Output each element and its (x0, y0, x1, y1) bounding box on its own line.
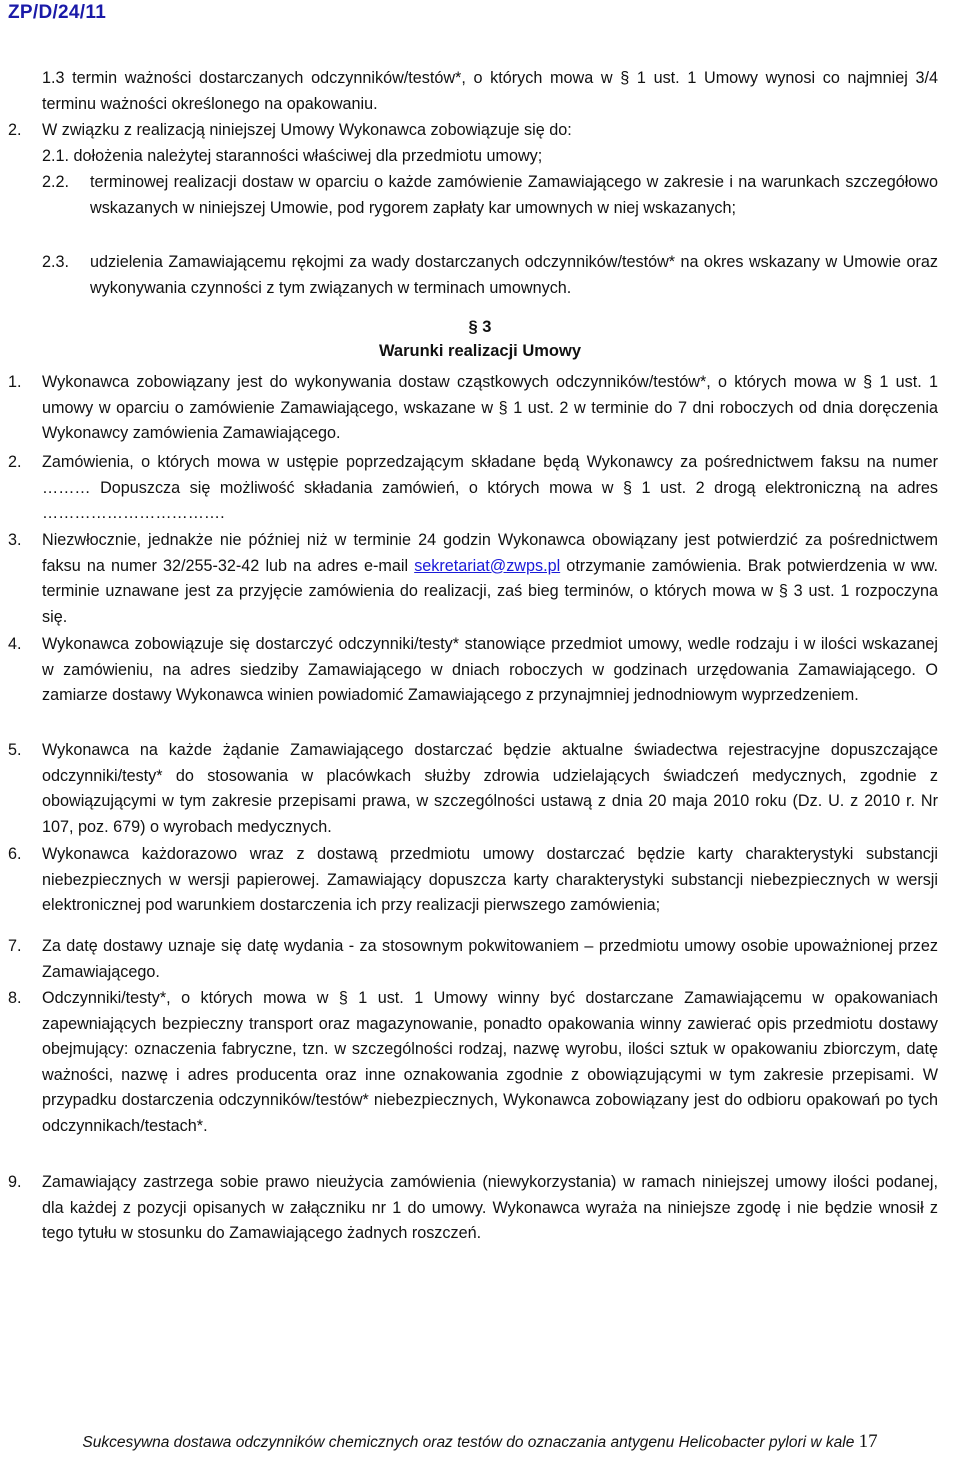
item-9-text: Zamawiający zastrzega sobie prawo nieużycia zamówienia (niewykorzystania) w ramach niniejszej umowy ilości podanej, dla każdej z pozycji opisanych w załączniku nr 1 do umowy. Wykonawca wyraża na niniejsze zgodę i nie będzie wnosił z tego tytułu w stosunku do Zamawiającego żadnych roszczeń. (42, 1173, 938, 1243)
item-5-number: 5. (8, 741, 22, 759)
page-footer (0, 1431, 960, 1453)
item-2-3-number: 2.3. (42, 253, 70, 271)
item-2-number: 2. (8, 453, 22, 471)
item-4-number: 4. (8, 635, 22, 653)
item-9-number: 9. (8, 1173, 22, 1191)
item-2-text: W związku z realizacją niniejszej Umowy Wykonawca zobowiązuje się do: (42, 121, 572, 139)
item-6-number: 6. (8, 845, 22, 863)
section-title: Warunki realizacji Umowy (378, 342, 582, 360)
item-3-text-before: Niezwłocznie, jednakże nie później niż w terminie 24 godzin Wykonawca obowiązany jest potwierdzić za pośrednictwem faksu na numer 32/255-32-42 lub na adres e-mail (42, 531, 938, 575)
item-1-text: Wykonawca zobowiązany jest do wykonywania dostaw cząstkowych odczynników/testów*, o których mowa w § 1 ust. 1 umowy w oparciu o zamówienie Zamawiającego, wskazane w § 1 ust. 2 w terminie do 7 dni roboczych od dnia doręczenia Wykonawcy zamówienia Zamawiającego. (42, 373, 938, 443)
item-3-text-after: otrzymanie zamówienia. Brak potwierdzenia w ww. terminie uznawane jest za przyjęcie zamówienia do realizacji, zaś bieg terminów, o których mowa w § 3 ust. 1 rozpoczyna się. (42, 556, 938, 626)
email-link[interactable]: sekretariat@zwps.pl (414, 556, 561, 575)
item-3-number: 3. (8, 531, 22, 549)
item-8-text: Odczynniki/testy*, o których mowa w § 1 ust. 1 Umowy winny być dostarczane Zamawiającemu w opakowaniach zapewniających bezpieczny transport oraz magazynowanie, ponadto opakowania winny zawierać opis przedmiotu dostawy obejmujący: oznaczenia fabryczne, tzn. w szczególności rodzaj, nazwę wyrobu, ilości sztuk w opakowaniu zbiorczym, datę ważności, nazwę i adres producenta oraz inne oznakowania zgodnie z obowiązującymi w tym zakresie przepisami. W przypadku dostarczenia odczynników/testów* niebezpiecznych, Wykonawca zobowiązany jest do odbioru opakowań po tych odczynnikach/testach*. (42, 989, 938, 1135)
item-2-3-text: udzielenia Zamawiającemu rękojmi za wady dostarczanych odczynników/testów* na okres wskazany w Umowie oraz wykonywania czynności z tym związanych w terminach umownych. (90, 253, 938, 297)
item-2-1-text: 2.1. dołożenia należytej staranności właściwej dla przedmiotu umowy; (42, 147, 543, 165)
item-1-number: 1. (8, 373, 22, 391)
page-number: 17 (858, 1431, 878, 1452)
item-3-text (42, 528, 938, 630)
item-8-number: 8. (8, 989, 22, 1007)
item-2-body: Zamówienia, o których mowa w ustępie poprzedzającym składane będą Wykonawcy za pośrednictwem faksu na numer ……… Dopuszcza się możliwość składania zamówień, o których mowa w § 1 ust. 2 drogą elektroniczną na adres ……………………………. (42, 453, 938, 523)
item-4-text: Wykonawca zobowiązuje się dostarczyć odczynniki/testy* stanowiące przedmiot umowy, wedle rodzaju i w ilości wskazanej w zamówieniu, na adres siedziby Zamawiającego w dniach roboczych w godzinach urzędowania Zamawiającego. O zamiarze dostawy Wykonawca winien powiadomić Zamawiającego z przynajmniej jednodniowym wyprzedzeniem. (42, 635, 938, 705)
document-id: ZP/D/24/11 (8, 2, 107, 23)
section-number: § 3 (468, 318, 492, 336)
clause-1-3: 1.3 termin ważności dostarczanych odczynników/testów*, o których mowa w § 1 ust. 1 Umowy wynosi co najmniej 3/4 terminu ważności określonego na opakowaniu. (42, 69, 938, 113)
item-6-text: Wykonawca każdorazowo wraz z dostawą przedmiotu umowy dostarczać będzie karty charakterystyki substancji niebezpiecznych w wersji papierowej. Zamawiający dopuszcza karty charakterystyki substancji niebezpiecznych w wersji elektronicznej pod warunkiem dostarczenia ich przy realizacji pierwszego zamówienia; (42, 845, 938, 915)
item-7-number: 7. (8, 937, 22, 955)
item-7-text: Za datę dostawy uznaje się datę wydania - za stosownym pokwitowaniem – przedmiotu umowy osobie upoważnionej przez Zamawiającego. (42, 937, 938, 981)
item-2-number: 2. (8, 121, 22, 139)
item-2-2-number: 2.2. (42, 173, 70, 191)
footer-title: Sukcesywna dostawa odczynników chemicznych oraz testów do oznaczania antygenu Helicobacter pylori w kale (82, 1434, 855, 1451)
item-2-2-text: terminowej realizacji dostaw w oparciu o każde zamówienie Zamawiającego w zakresie i na warunkach szczegółowo wskazanych w niniejszej Umowie, pod rygorem zapłaty kar umownych w niej wskazanych; (90, 173, 938, 217)
item-5-text: Wykonawca na każde żądanie Zamawiającego dostarczać będzie aktualne świadectwa rejestracyjne dopuszczające odczynniki/testy* do stosowania w placówkach służby zdrowia udzielających świadczeń medycznych, zgodnie z obowiązującymi w tym zakresie przepisami prawa, w szczególności ustawą z dnia 20 maja 2010 roku (Dz. U. z 2010 r. Nr 107, poz. 679) o wyrobach medycznych. (42, 741, 938, 836)
